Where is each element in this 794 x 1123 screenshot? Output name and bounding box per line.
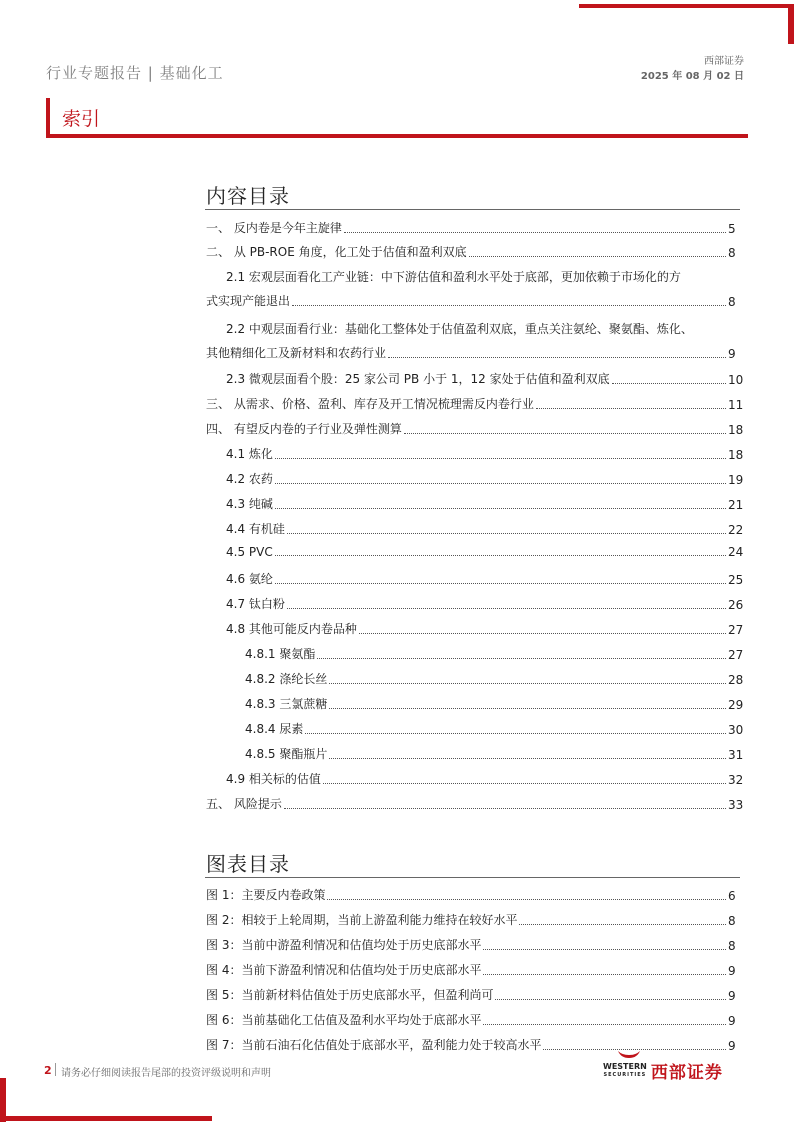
toc-entry-page: 5 (728, 222, 736, 236)
toc-entry-label: 4.4 有机硅 (226, 522, 285, 536)
figure-entry[interactable] (206, 911, 740, 928)
logo-chinese: 西部证券 (650, 1063, 723, 1083)
dot-leader (305, 732, 726, 734)
dot-leader (483, 1023, 726, 1025)
toc-entry-label: 4.9 相关标的估值 (226, 772, 321, 786)
logo-english-sub: SECURITIES (603, 1071, 647, 1078)
toc-entry-page: 31 (728, 748, 744, 762)
toc-entry[interactable] (206, 395, 744, 412)
dot-leader (287, 532, 726, 534)
toc-entry-page: 8 (728, 295, 736, 309)
toc-entry[interactable] (206, 445, 744, 462)
toc-entry-page: 24 (728, 545, 744, 559)
toc-entry-page: 9 (728, 347, 736, 361)
figure-entry-label: 图 7：当前石油石化估值处于底部水平，盈利能力处于较高水平 (206, 1038, 542, 1052)
toc-entry[interactable] (206, 219, 740, 236)
toc-entry[interactable] (206, 570, 744, 587)
dot-leader (344, 231, 726, 233)
toc-heading: 内容目录 (206, 184, 290, 208)
toc-entry-page: 29 (728, 698, 744, 712)
logo-english: WESTERN (603, 1061, 647, 1071)
toc-entry[interactable] (206, 495, 744, 512)
section-title: 索引 (62, 108, 101, 130)
figure-entry[interactable] (206, 1011, 740, 1028)
page-number: 2 (44, 1064, 52, 1077)
toc-entry[interactable] (206, 720, 744, 737)
toc-entry-label: 4.7 钛白粉 (226, 597, 285, 611)
toc-entry-page: 21 (728, 498, 744, 512)
toc-entry[interactable] (206, 420, 744, 437)
toc-entry-label: 4.8.4 尿素 (245, 722, 304, 736)
toc-entry-label: 二、 从 PB-ROE 角度，化工处于估值和盈利双底 (206, 245, 467, 259)
toc-entry-page: 18 (728, 423, 744, 437)
dot-leader (329, 707, 726, 709)
footer-separator (55, 1063, 56, 1076)
report-date: 2025 年 08 月 02 日 (640, 71, 744, 82)
figure-entry[interactable] (206, 1036, 740, 1053)
toc-entry-label: 4.6 氨纶 (226, 572, 273, 586)
dot-leader (329, 682, 726, 684)
toc-entry-label: 三、 从需求、价格、盈利、库存及开工情况梳理需反内卷行业 (206, 397, 534, 411)
figure-entry-page: 9 (728, 1039, 736, 1053)
toc-entry[interactable] (206, 520, 744, 537)
toc-entry-label: 五、 风险提示 (206, 797, 282, 811)
section-marker (46, 98, 50, 134)
figure-entry[interactable] (206, 986, 740, 1003)
toc-entry-page: 26 (728, 598, 744, 612)
toc-entry[interactable] (206, 292, 740, 309)
dot-leader (275, 482, 726, 484)
toc-entry[interactable] (206, 243, 740, 260)
toc-entry-label: 4.1 炼化 (226, 447, 273, 461)
dot-leader (388, 356, 726, 358)
dot-leader (495, 998, 726, 1000)
dot-leader (483, 973, 726, 975)
figure-entry-page: 9 (728, 989, 736, 1003)
dot-leader (519, 923, 726, 925)
figure-entry-label: 图 5：当前新材料估值处于历史底部水平，但盈利尚可 (206, 988, 494, 1002)
toc-entry-page: 27 (728, 623, 744, 637)
company-logo (603, 1058, 723, 1083)
toc-entry-label: 4.5 PVC (226, 545, 273, 559)
logo-wordmark (603, 1062, 647, 1080)
toc-entry-page: 19 (728, 473, 744, 487)
toc-entry[interactable] (206, 645, 744, 662)
toc-entry-label: 4.8.1 聚氨酯 (245, 647, 316, 661)
corner-decoration-top (579, 4, 794, 8)
toc-entry-page: 8 (728, 246, 736, 260)
toc-entry-page: 22 (728, 523, 744, 537)
toc-entry[interactable] (206, 595, 744, 612)
toc-entry-page: 10 (728, 373, 744, 387)
toc-entry-page: 11 (728, 398, 744, 412)
dot-leader (275, 554, 726, 556)
figure-entry-label: 图 2：相较于上轮周期，当前上游盈利能力维持在较好水平 (206, 913, 518, 927)
toc-entry[interactable] (206, 470, 744, 487)
toc-entry[interactable] (206, 770, 744, 787)
figure-entry[interactable] (206, 886, 740, 903)
dot-leader (327, 898, 726, 900)
section-divider (46, 134, 748, 138)
toc-entry-label: 4.8.3 三氯蔗糖 (245, 697, 328, 711)
report-category: 行业专题报告 | 基础化工 (46, 64, 224, 82)
dot-leader (323, 782, 726, 784)
toc-entry-wrapped-label[interactable]: 2.2 中观层面看行业：基础化工整体处于估值盈利双底，重点关注氨纶、聚氨酯、炼化、 (226, 322, 693, 336)
toc-entry[interactable] (206, 695, 744, 712)
toc-entry-wrapped-label[interactable]: 2.1 宏观层面看化工产业链：中下游估值和盈利水平处于底部，更加依赖于市场化的方 (226, 270, 681, 284)
toc-entry-label: 4.3 纯碱 (226, 497, 273, 511)
toc-entry-label: 4.8.5 聚酯瓶片 (245, 747, 328, 761)
bull-horns-icon (617, 1050, 641, 1060)
figure-entry[interactable] (206, 936, 740, 953)
toc-entry-page: 30 (728, 723, 744, 737)
toc-entry-label: 一、 反内卷是今年主旋律 (206, 221, 342, 235)
dot-leader (317, 657, 726, 659)
header-meta (641, 54, 744, 84)
figure-entry-label: 图 6：当前基础化工估值及盈利水平均处于底部水平 (206, 1013, 482, 1027)
toc-entry[interactable] (206, 745, 744, 762)
figure-entry-label: 图 4：当前下游盈利情况和估值均处于历史底部水平 (206, 963, 482, 977)
toc-entry-label: 四、 有望反内卷的子行业及弹性测算 (206, 422, 402, 436)
toc-entry-page: 33 (728, 798, 744, 812)
dot-leader (359, 632, 726, 634)
toc-entry[interactable] (206, 795, 744, 812)
toc-entry[interactable] (206, 545, 744, 559)
dot-leader (292, 304, 726, 306)
toc-entry-label: 2.3 微观层面看个股：25 家公司 PB 小于 1，12 家处于估值和盈利双底 (226, 372, 610, 386)
toc-entry-label: 式实现产能退出 (206, 294, 291, 308)
toc-entry-page: 28 (728, 673, 744, 687)
dot-leader (284, 807, 726, 809)
toc-entry[interactable] (206, 670, 744, 687)
figures-heading: 图表目录 (206, 852, 290, 876)
toc-entry-page: 18 (728, 448, 744, 462)
dot-leader (404, 432, 726, 434)
footer-disclaimer: 请务必仔细阅读报告尾部的投资评级说明和声明 (61, 1068, 271, 1079)
dot-leader (469, 255, 726, 257)
figure-entry-page: 9 (728, 964, 736, 978)
dot-leader (612, 382, 726, 384)
dot-leader (536, 407, 726, 409)
figure-entry-page: 9 (728, 1014, 736, 1028)
toc-entry-page: 32 (728, 773, 744, 787)
toc-entry-label: 其他精细化工及新材料和农药行业 (206, 346, 387, 360)
dot-leader (275, 457, 726, 459)
dot-leader (287, 607, 726, 609)
figure-entry-page: 8 (728, 939, 736, 953)
dot-leader (275, 582, 726, 584)
toc-entry-label: 4.8 其他可能反内卷品种 (226, 622, 357, 636)
header-brand: 西部证券 (704, 56, 744, 67)
corner-decoration-top-right (788, 4, 794, 44)
dot-leader (329, 757, 726, 759)
toc-entry-page: 27 (728, 648, 744, 662)
corner-decoration-bottom (0, 1116, 212, 1121)
figure-entry-label: 图 1：主要反内卷政策 (206, 888, 326, 902)
dot-leader (483, 948, 726, 950)
toc-heading-rule (205, 209, 740, 210)
dot-leader (275, 507, 726, 509)
figure-entry-page: 8 (728, 914, 736, 928)
toc-entry[interactable] (206, 620, 744, 637)
figure-entry-page: 6 (728, 889, 736, 903)
toc-entry[interactable] (206, 370, 744, 387)
toc-entry-label: 4.2 农药 (226, 472, 273, 486)
toc-entry-page: 25 (728, 573, 744, 587)
toc-entry-label: 4.8.2 涤纶长丝 (245, 672, 328, 686)
figure-entry-label: 图 3：当前中游盈利情况和估值均处于历史底部水平 (206, 938, 482, 952)
figures-heading-rule (205, 877, 740, 878)
toc-entry[interactable] (206, 344, 740, 361)
figure-entry[interactable] (206, 961, 740, 978)
